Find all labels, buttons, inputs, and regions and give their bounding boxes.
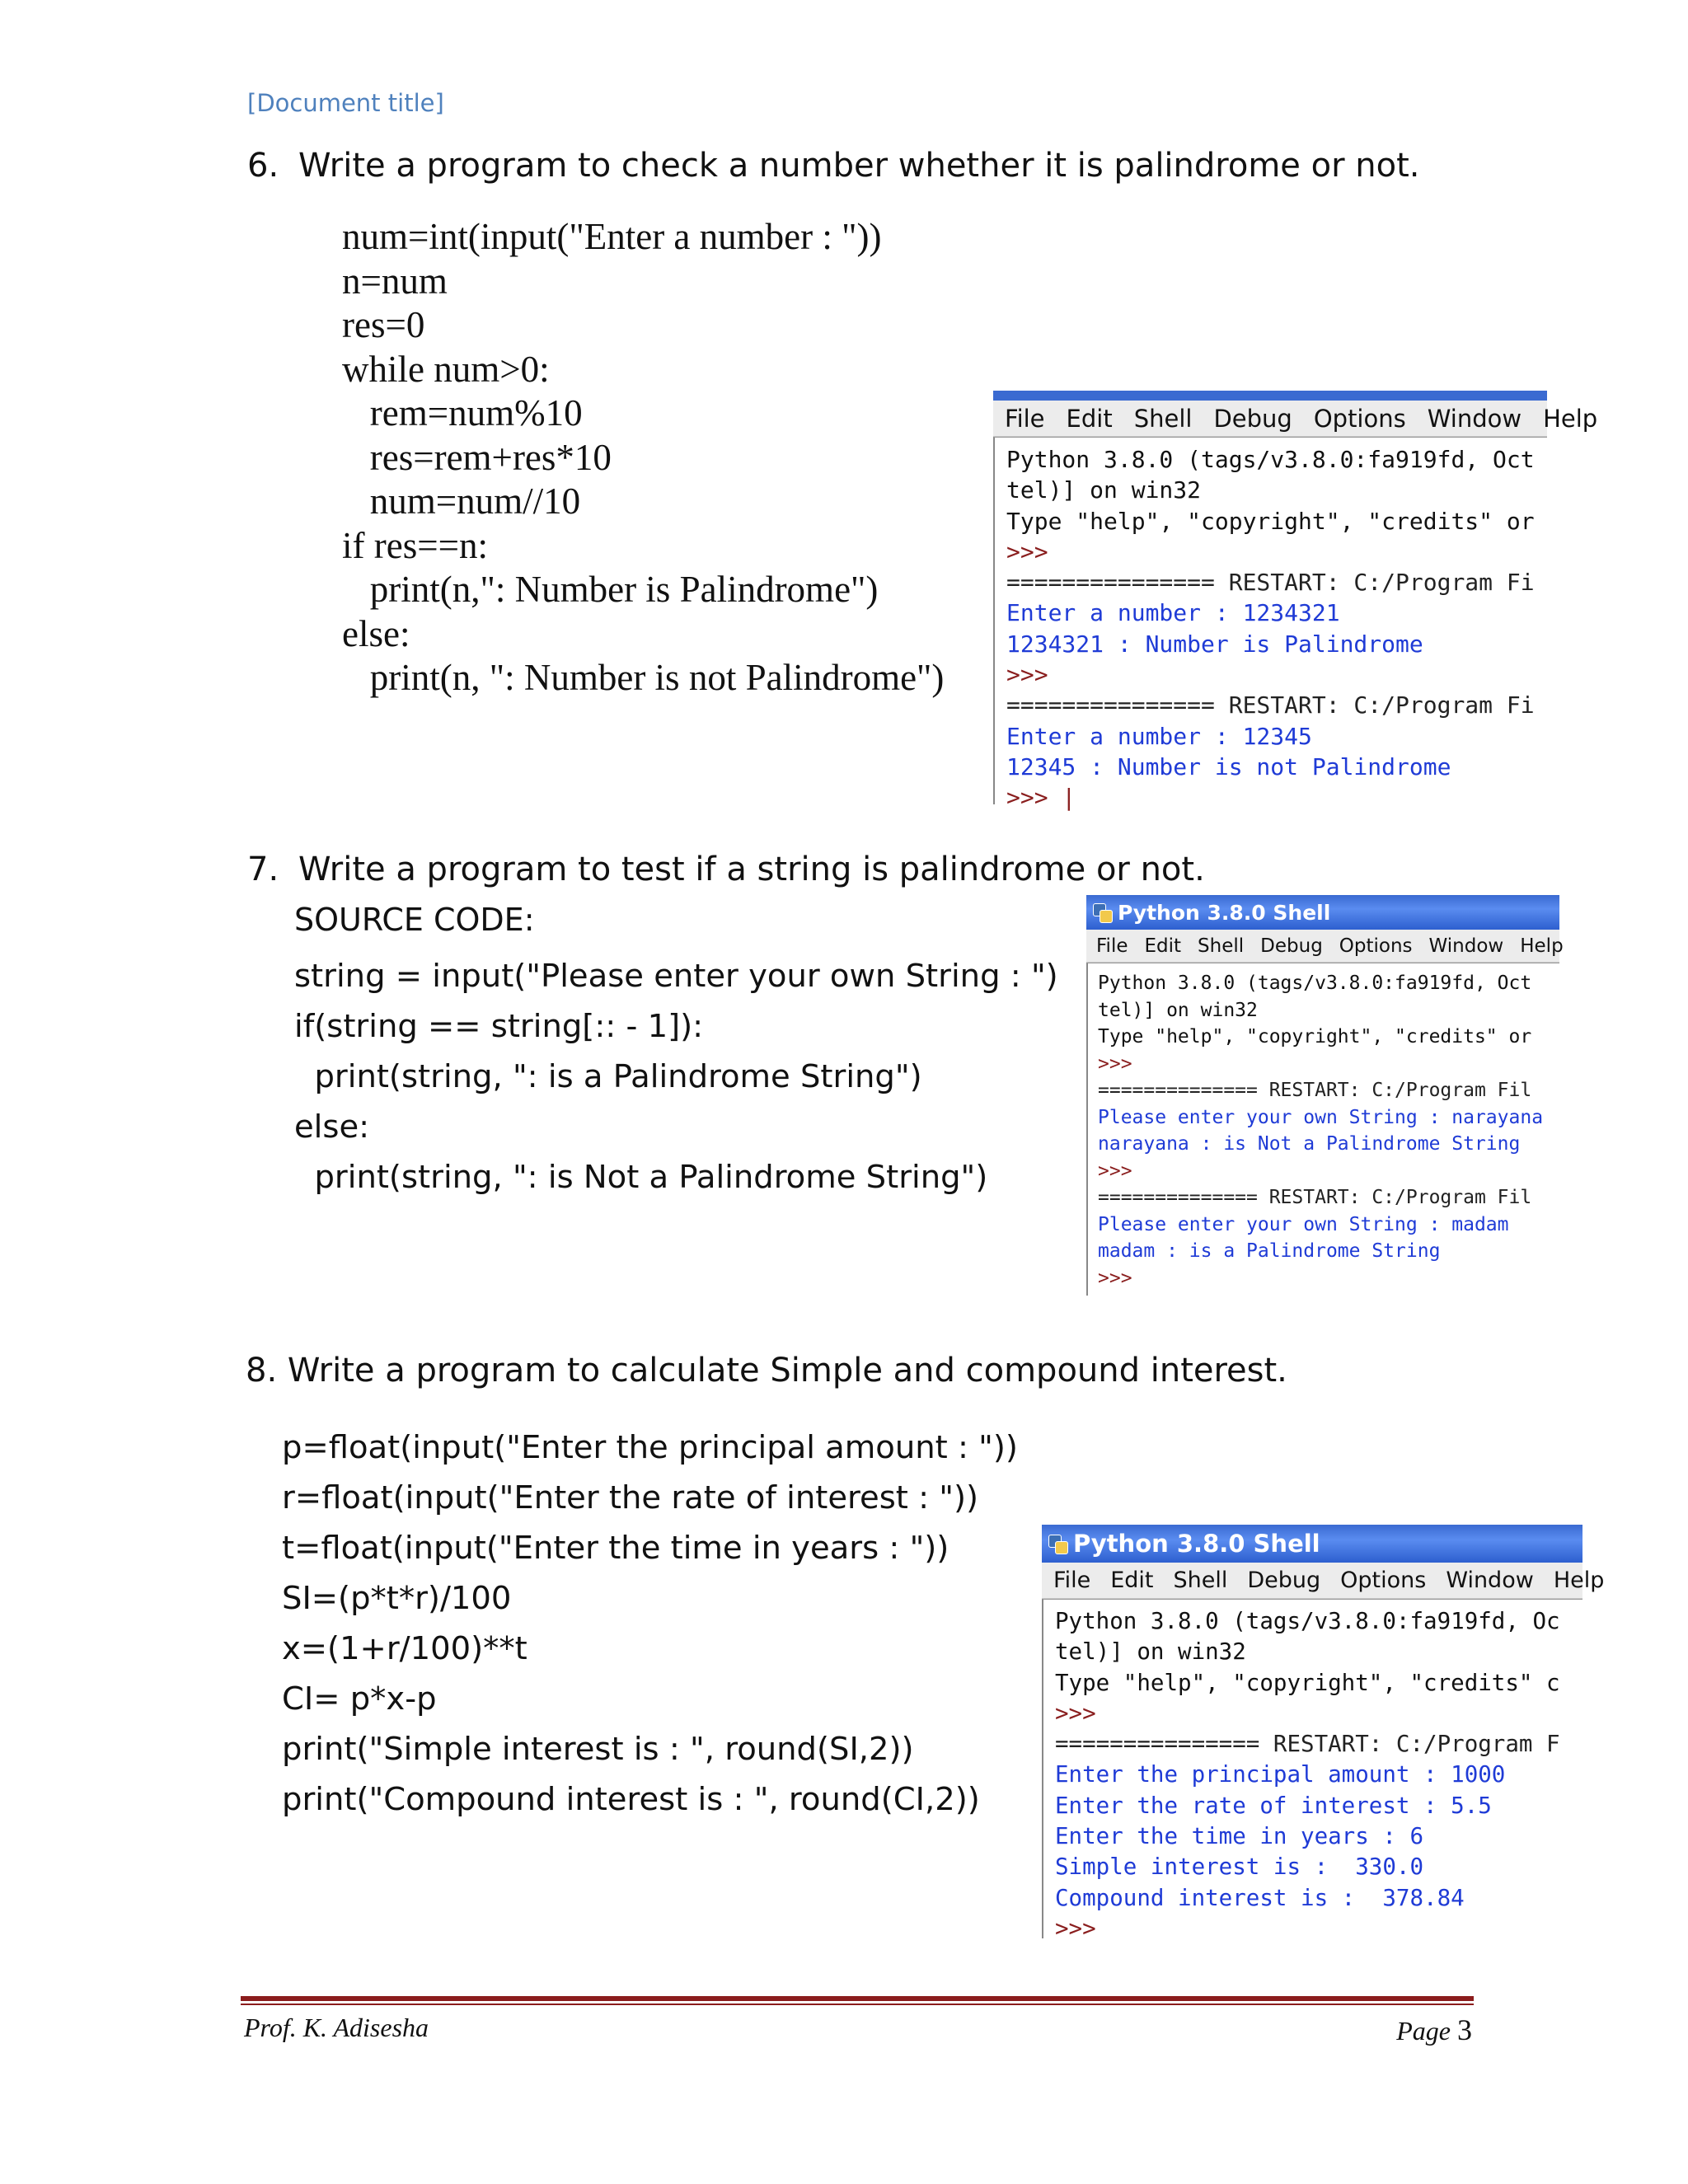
menu-edit[interactable]: Edit [1110,1568,1154,1593]
code-line: num=int(input("Enter a number : ")) [342,216,882,257]
code-line: print("Compound interest is : ", round(CI,2)) [282,1781,980,1818]
menu-debug[interactable]: Debug [1247,1568,1321,1593]
shell-line: tel)] on win32 [1006,476,1202,504]
shell-prompt: >>> [1098,1160,1132,1182]
question-8-number: 8. [246,1352,278,1390]
page-label: Page [1396,2016,1451,2046]
code-line: CI= p*x-p [282,1680,437,1718]
python-icon [1091,902,1113,923]
code-line: p=float(input("Enter the principal amount : ")) [282,1429,1018,1466]
menu-window[interactable]: Window [1427,404,1522,433]
footer-rule [241,1996,1474,2001]
shell-line: Python 3.8.0 (tags/v3.8.0:fa919fd, Oc [1055,1608,1560,1634]
menu-options[interactable]: Options [1339,935,1413,957]
shell-line: Type "help", "copyright", "credits" c [1055,1669,1560,1696]
python-icon [1047,1533,1068,1554]
question-8-heading [246,1352,1287,1390]
shell-output-line: Enter the time in years : 6 [1055,1823,1424,1850]
shell-menubar [1042,1563,1605,1599]
code-line: string = input("Please enter your own String : ") [294,958,1058,995]
code-line: print(string, ": is Not a Palindrome String") [294,1159,988,1196]
question-8-title: Write a program to calculate Simple and compound interest. [287,1352,1287,1390]
code-line: print(n,": Number is Palindrome") [342,569,879,610]
shell-output-q8[interactable] [1042,1599,1582,1942]
page-number: 3 [1457,2013,1472,2046]
menu-help[interactable]: Help [1520,935,1564,957]
shell-line: =============== RESTART: C:/Program Fi [1006,691,1535,719]
menu-options[interactable]: Options [1313,404,1406,433]
code-line: else: [342,612,410,654]
shell-output-q6[interactable] [993,437,1547,812]
question-7-heading [247,851,1205,888]
code-line: while num>0: [342,348,550,390]
shell-line: ============== RESTART: C:/Program Fil [1098,1187,1532,1208]
menu-edit[interactable]: Edit [1144,935,1182,957]
shell-line: ============== RESTART: C:/Program Fil [1098,1080,1532,1101]
question-7-number: 7. [247,851,279,888]
shell-title: Python 3.8.0 Shell [1073,1530,1320,1558]
question-7-title: Write a program to test if a string is palindrome or not. [298,851,1205,888]
shell-output-line: Please enter your own String : narayana [1098,1106,1544,1128]
code-line: if(string == string[:: - 1]): [294,1008,704,1045]
shell-output-line: 12345 : Number is not Palindrome [1006,752,1451,780]
shell-prompt: >>> [1055,1699,1096,1727]
shell-line: =============== RESTART: C:/Program F [1055,1731,1560,1758]
question-6-heading [247,147,1419,185]
footer-author: Prof. K. Adisesha [244,2013,429,2042]
shell-prompt: >>> [1006,537,1048,565]
q7-source-code [294,951,1058,1202]
code-line: print(string, ": is a Palindrome String") [294,1058,922,1095]
menu-options[interactable]: Options [1340,1568,1427,1593]
shell-prompt: >>> [1055,1915,1096,1942]
code-line: t=float(input("Enter the time in years : ")) [282,1530,950,1567]
menu-window[interactable]: Window [1446,1568,1534,1593]
shell-output-line: Enter the principal amount : 1000 [1055,1761,1506,1788]
shell-prompt: >>> [1006,661,1048,689]
code-line: res=rem+res*10 [342,436,612,478]
shell-titlebar-cropped [993,391,1547,401]
footer-rule-thin [241,2004,1474,2005]
shell-line: Type "help", "copyright", "credits" or [1006,507,1535,535]
shell-line: Python 3.8.0 (tags/v3.8.0:fa919fd, Oct [1006,446,1535,473]
shell-titlebar [1086,895,1559,930]
code-line: else: [294,1108,370,1146]
shell-output-line: Compound interest is : 378.84 [1055,1884,1465,1911]
shell-output-line: Please enter your own String : madam [1098,1213,1509,1235]
shell-prompt: >>> | [1006,784,1076,812]
shell-output-q7[interactable] [1086,963,1559,1296]
menu-window[interactable]: Window [1428,935,1504,957]
menu-file[interactable]: File [1005,404,1045,433]
footer-page [1396,2013,1472,2047]
menu-debug[interactable]: Debug [1213,404,1292,433]
python-shell-window-q7 [1086,895,1564,1296]
code-line: if res==n: [342,524,488,566]
menu-help[interactable]: Help [1553,1568,1605,1593]
source-code-label: SOURCE CODE: [294,902,535,938]
shell-line: Type "help", "copyright", "credits" or [1098,1026,1544,1047]
menu-shell[interactable]: Shell [1198,935,1245,957]
document-title: [Document title] [247,89,444,117]
menu-help[interactable]: Help [1543,404,1598,433]
code-line: x=(1+r/100)**t [282,1630,528,1667]
code-line: print(n, ": Number is not Palindrome") [342,657,945,698]
python-shell-window-q8 [1042,1525,1605,1942]
shell-prompt: >>> [1098,1267,1132,1289]
shell-line: =============== RESTART: C:/Program Fi [1006,569,1535,597]
shell-prompt: >>> [1098,1052,1132,1075]
python-shell-window-q6 [993,391,1598,812]
shell-menubar [993,401,1598,437]
shell-output-line: Enter a number : 1234321 [1006,599,1340,627]
shell-line: tel)] on win32 [1055,1638,1246,1666]
code-line: SI=(p*t*r)/100 [282,1580,512,1617]
shell-line: Python 3.8.0 (tags/v3.8.0:fa919fd, Oct [1098,972,1544,994]
code-line: rem=num%10 [342,392,583,434]
menu-edit[interactable]: Edit [1066,404,1113,433]
menu-debug[interactable]: Debug [1260,935,1323,957]
q6-source-code [342,215,944,701]
q8-source-code [282,1422,1018,1825]
shell-output-line: narayana : is Not a Palindrome String [1098,1133,1521,1155]
shell-output-line: madam : is a Palindrome String [1098,1240,1441,1262]
code-line: print("Simple interest is : ", round(SI,2)) [282,1731,914,1768]
shell-line: tel)] on win32 [1098,999,1258,1021]
question-6-title: Write a program to check a number whether it is palindrome or not. [298,147,1420,185]
menu-file[interactable]: File [1053,1568,1091,1593]
shell-output-line: Enter a number : 12345 [1006,722,1312,750]
menu-shell[interactable]: Shell [1133,404,1193,433]
menu-file[interactable]: File [1096,935,1128,957]
code-line: res=0 [342,304,425,345]
shell-output-line: 1234321 : Number is Palindrome [1006,630,1423,658]
code-line: n=num [342,260,448,302]
menu-shell[interactable]: Shell [1173,1568,1228,1593]
shell-title: Python 3.8.0 Shell [1118,900,1331,925]
code-line: num=num//10 [342,480,581,522]
shell-menubar [1086,930,1564,963]
question-6-number: 6. [247,147,279,185]
shell-titlebar [1042,1525,1582,1563]
shell-output-line: Enter the rate of interest : 5.5 [1055,1792,1492,1819]
shell-output-line: Simple interest is : 330.0 [1055,1854,1424,1881]
code-line: r=float(input("Enter the rate of interest : ")) [282,1479,979,1516]
